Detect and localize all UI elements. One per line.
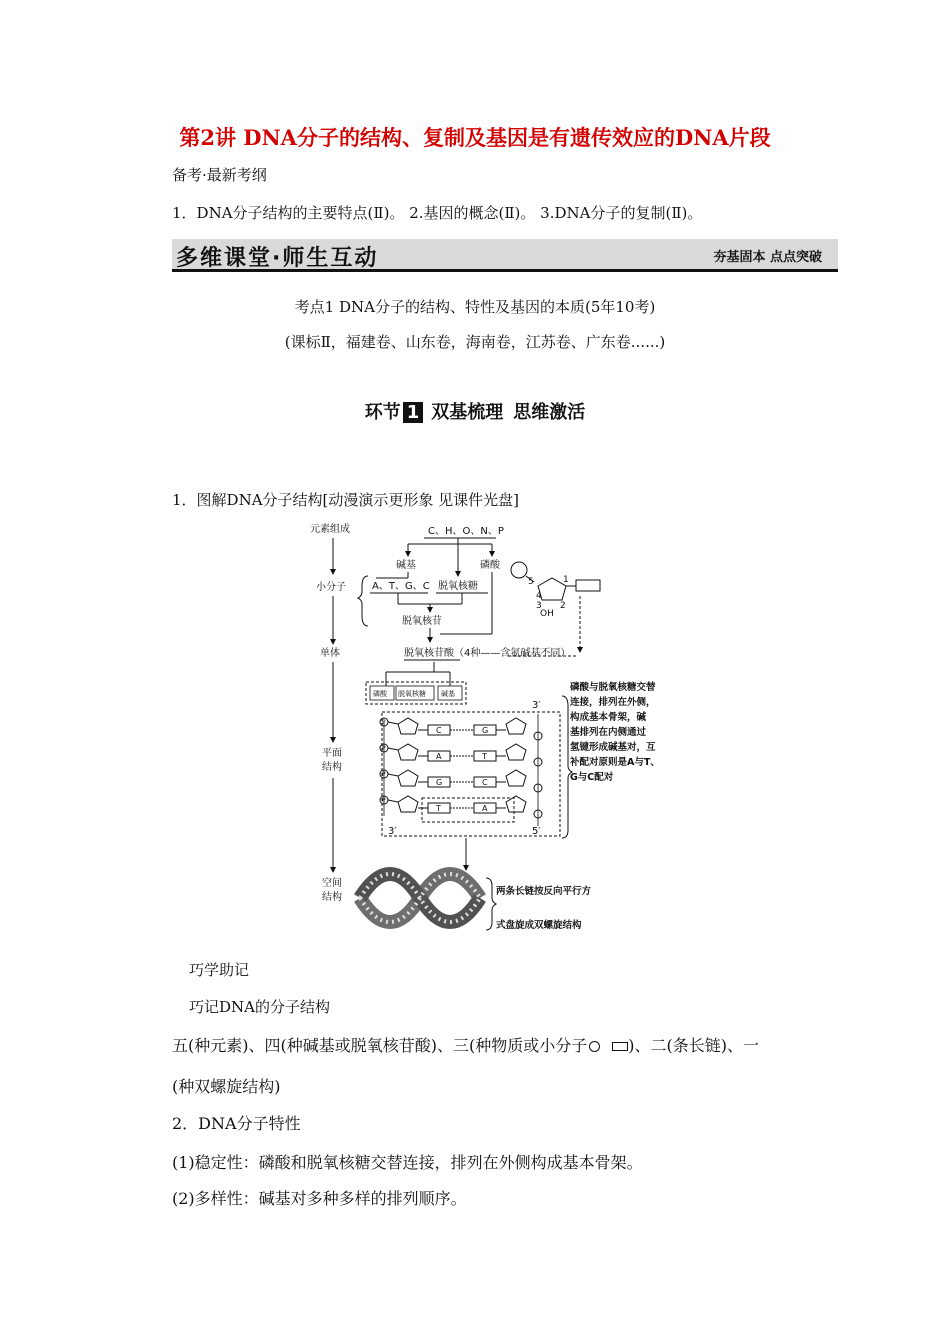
right-base-1: G	[482, 726, 489, 735]
double-helix-image	[360, 874, 480, 922]
p-label-4: P	[382, 797, 386, 804]
sugar-pentagon-icon	[538, 578, 566, 600]
base-label: 碱基	[396, 560, 416, 571]
side-note-line-5: 氢键形成碱基对，互	[570, 742, 656, 753]
memory-heading: 巧学助记	[189, 961, 250, 979]
helix-note-line-1: 两条长链按反向平行方	[496, 886, 592, 897]
nucleotide-label: 脱氧核苷酸（4种——含氮碱基不同）	[404, 648, 571, 659]
banner-slogan: 夯基固本 点点突破	[713, 250, 822, 265]
carbon-3: 3	[536, 601, 542, 611]
right-base-4: A	[482, 804, 488, 813]
item-2-diversity: (2)多样性：碱基对多种多样的排列顺序。	[172, 1189, 467, 1208]
item-1-heading: 1．图解DNA分子结构[动漫演示更形象 见课件光盘]	[172, 491, 520, 509]
syllabus-heading: 备考·最新考纲	[172, 166, 267, 184]
memory-line-1-part-b: )、二(条长链)、一	[628, 1036, 759, 1055]
section-prefix: 环节	[364, 402, 401, 423]
kaodian-sources: (课标Ⅱ，福建卷、山东卷，海南卷，江苏卷、广东卷......)	[284, 333, 666, 351]
small-molecule-bracket	[358, 576, 368, 626]
bases-list: A、T、G、C	[372, 581, 430, 592]
section-title: 双基梳理	[431, 402, 504, 423]
right-base-3: C	[482, 778, 488, 787]
side-note-line-1: 磷酸与脱氧核糖交替	[570, 682, 656, 693]
small-rect-icon	[612, 1042, 628, 1051]
syllabus-items: 1．DNA分子结构的主要特点(Ⅱ)。 2.基因的概念(Ⅱ)。 3.DNA分子的复制(Ⅱ)。	[172, 204, 703, 222]
phosphate-label: 磷酸	[480, 560, 500, 571]
level-monomer-label: 单体	[320, 648, 340, 659]
p-label-1: P	[382, 719, 386, 726]
right-strand	[496, 714, 542, 826]
item-2-stability: (1)稳定性：磷酸和脱氧核糖交替连接，排列在外侧构成基本骨架。	[172, 1153, 643, 1172]
memory-subheading: 巧记DNA的分子结构	[189, 998, 330, 1016]
carbon-2: 2	[560, 601, 566, 611]
kaodian-title: 考点1 DNA分子的结构、特性及基因的本质(5年10考)	[294, 298, 656, 316]
level-plane-label-2: 结构	[322, 762, 342, 773]
right-base-2: T	[482, 752, 487, 761]
plane-structure-frame	[382, 712, 560, 836]
phosphate-circle-icon	[511, 562, 527, 578]
level-elements-label: 元素组成	[310, 524, 350, 535]
p-label-2: P	[382, 745, 386, 752]
section-number-badge: 1	[403, 402, 424, 423]
helix-note-line-2: 式盘旋成双螺旋结构	[496, 920, 582, 931]
nucleoside-label: 脱氧核苷	[402, 616, 442, 627]
section-banner	[172, 239, 838, 273]
level-space-label-1: 空间	[322, 878, 342, 889]
strand-end-3-bottom: 3′	[388, 826, 397, 837]
left-base-4: T	[436, 804, 441, 813]
left-base-1: C	[436, 726, 442, 735]
elements-text: C、H、O、N、P	[428, 526, 504, 537]
base-rect-icon	[576, 580, 600, 591]
component-sugar-label: 脱氧核糖	[398, 690, 426, 698]
oh-label: OH	[540, 609, 554, 619]
memory-line-1-part-a: 五(种元素)、四(种碱基或脱氧核苷酸)、三(种物质或小分子	[172, 1036, 588, 1055]
left-base-2: A	[436, 752, 442, 761]
left-base-3: G	[436, 778, 443, 787]
side-note-line-2: 连接，排列在外侧，	[570, 697, 656, 708]
left-strand	[380, 718, 418, 816]
carbon-4: 4	[536, 591, 542, 601]
side-note-line-6: 补配对原则是A与T、	[570, 757, 660, 768]
page-title: 第2讲 DNA分子的结构、复制及基因是有遗传效应的DNA片段	[179, 125, 771, 150]
strand-end-3-top: 3′	[532, 700, 541, 711]
carbon-5: 5	[528, 577, 534, 587]
side-note-line-7: G与C配对	[570, 772, 614, 783]
memory-line-2: (种双螺旋结构)	[172, 1077, 281, 1096]
helix-bracket	[486, 878, 496, 930]
level-space-label-2: 结构	[322, 892, 342, 903]
section-heading	[0, 398, 950, 424]
level-small-molecule-label: 小分子	[316, 582, 346, 593]
item-2-heading: 2．DNA分子特性	[172, 1114, 301, 1133]
section-title-2: 思维激活	[513, 402, 586, 423]
memory-line-1	[172, 1033, 759, 1056]
component-phosphate-label: 磷酸	[373, 690, 387, 698]
component-base-label: 碱基	[441, 690, 455, 698]
strand-end-5-bottom: 5′	[532, 826, 541, 837]
level-plane-label-1: 平面	[322, 748, 342, 759]
carbon-1: 1	[563, 575, 569, 585]
p-label-3: P	[382, 771, 386, 778]
small-circle-icon	[589, 1041, 600, 1052]
banner-title: 多维课堂·师生互动	[176, 246, 379, 271]
deoxyribose-label: 脱氧核糖	[438, 581, 478, 592]
dna-structure-diagram	[300, 516, 700, 946]
side-note-line-3: 构成基本骨架，碱	[570, 712, 647, 723]
side-note-line-4: 基排列在内侧通过	[570, 727, 647, 738]
